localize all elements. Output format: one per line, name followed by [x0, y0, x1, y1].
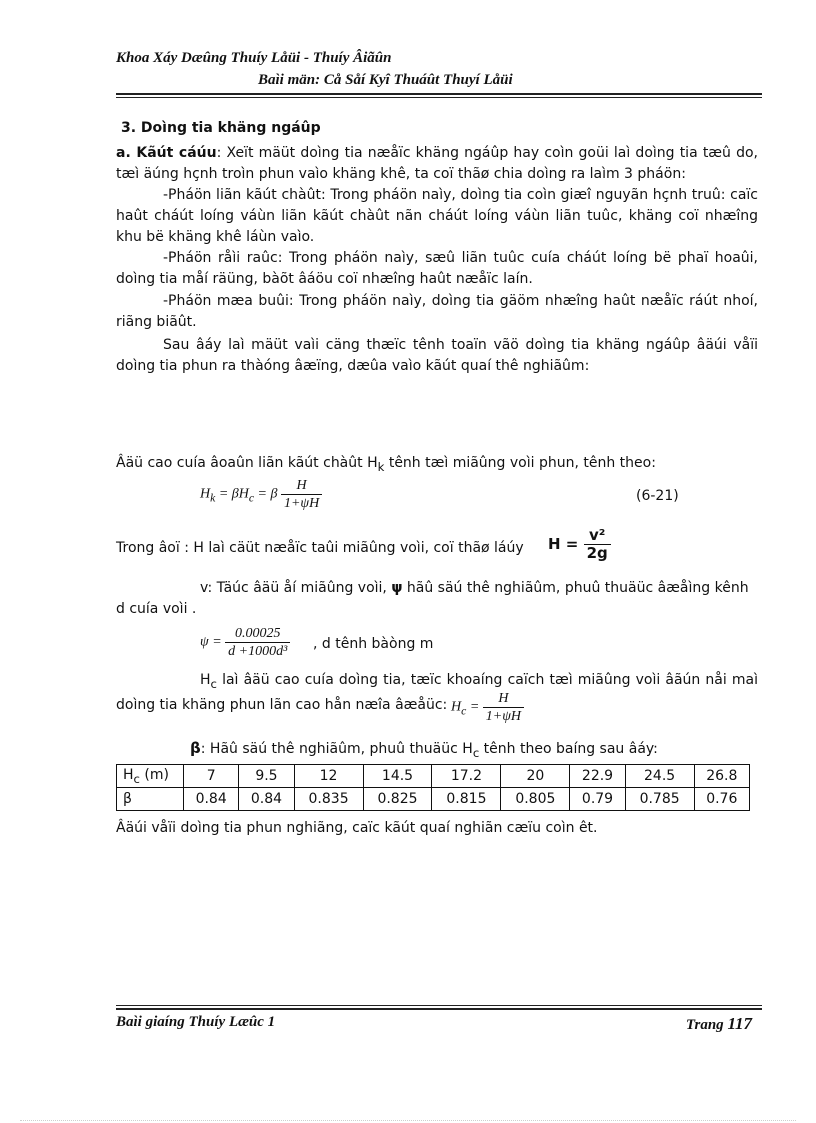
hc-symbol: H	[200, 672, 211, 688]
table-cell: 0.76	[694, 788, 749, 811]
footer-page-number: 117	[727, 1014, 752, 1033]
formula-h-lhs: H =	[548, 535, 579, 553]
table-cell: 0.84	[184, 788, 239, 811]
v-psi-paragraph	[116, 578, 756, 620]
part1-paragraph: -Pháön liãn kãút chàût: Trong pháön naìy, doìng tia coìn giæî nguyãn hçnh truû: caïc haût cháút loíng váùn liãn kãút chàût nãn cháút loíng váùn liãn tuûc, khäng coï nhæîng khu bë khäng khê láùn vaìo.	[116, 187, 758, 245]
footer-rule-thick	[116, 1008, 762, 1010]
table-hc-sub: c	[133, 771, 140, 786]
intro-label: a. Kãút cáúu	[116, 145, 217, 161]
formula-hk-numerator: H	[281, 477, 322, 495]
height-intro-post: tênh tæì miãûng voìi phun, tênh theo:	[384, 455, 656, 471]
table-cell: 14.5	[363, 765, 432, 788]
intro-text: : Xeït mäüt doìng tia næåïc khäng ngáûp hay coìn goüi laì doìng tia tæû do, tæì äúng hçnh troìn phun vaìo khäng khê, ta coï thãø chia doìng ra laìm 3 pháön:	[116, 145, 758, 182]
table-cell: 22.9	[570, 765, 625, 788]
height-intro-pre: Âäü cao cuía âoaûn liãn kãút chàût H	[116, 455, 378, 471]
table-cell: 26.8	[694, 765, 749, 788]
part3-paragraph: -Pháön mæa buûi: Trong pháön naìy, doìng tia gäöm nhæîng haût næåïc ráút nhoí, riãng biãût.	[116, 293, 758, 330]
equation-number: (6-21)	[636, 488, 679, 504]
formula-hk-mid: = βH	[215, 486, 249, 502]
formula-psi-fraction	[225, 625, 290, 660]
table-cell: 0.84	[239, 788, 294, 811]
table-cell: 17.2	[432, 765, 501, 788]
formula-hk-lhs-sub: k	[210, 491, 216, 505]
part2-paragraph: -Pháön råìi raûc: Trong pháön naìy, sæû liãn tuûc cuía cháút loíng bë phaï hoaûi, doìng tia måí räüng, bàõt âáöu coï nhæîng haût næåïc laín.	[116, 250, 758, 287]
formula-hc-numerator: H	[483, 690, 524, 708]
footer-page-label: Trang	[685, 1017, 728, 1033]
formula-hk-mid-sub: c	[248, 491, 255, 505]
formula-hc-fraction	[483, 690, 524, 725]
header-course: Baìi män: Cå Såí Kyî Thuáût Thuyí Låüi	[258, 72, 513, 88]
page-bottom-dotted-line	[20, 1120, 796, 1121]
footer-rule-thin	[116, 1005, 762, 1006]
table-cell: 0.835	[294, 788, 363, 811]
table-cell: 0.785	[625, 788, 694, 811]
beta-line	[190, 738, 658, 764]
table-cell: 24.5	[625, 765, 694, 788]
conclusion-paragraph: Sau âáy laì mäüt vaìi cäng thæïc tênh toaïn vãö doìng tia khäng ngáûp âäúi våïi doìng tia phun ra thàóng âæïng, dæûa vaìo kãút quaí thê nghiãûm:	[116, 337, 758, 374]
psi-text: hãû säú thê nghiãûm, phuû thuäüc âæåìng kênh d cuía voìi .	[116, 580, 749, 617]
hc-sub: c	[210, 676, 217, 691]
footer-lecture-title: Baìi giaíng Thuíy Læûc 1	[116, 1014, 276, 1030]
height-intro-sub: k	[377, 459, 385, 474]
formula-psi	[200, 625, 290, 660]
after-table-text: Âäúi våïi doìng tia phun nghiãng, caïc kãút quaí nghiãn cæïu coìn êt.	[116, 820, 598, 836]
table-cell: 0.825	[363, 788, 432, 811]
table-row-hc	[117, 765, 750, 788]
formula-hc-eq: =	[466, 699, 480, 715]
hc-paragraph	[116, 670, 758, 716]
header-rule-thick	[116, 93, 762, 95]
table-hc-unit: (m)	[139, 766, 169, 783]
v-text: v: Täúc âäü åí miãûng voìi,	[200, 580, 387, 596]
formula-hc-lhs-sub: c	[461, 704, 467, 718]
where-text: Trong âoï : H laì cäüt næåïc taûi miãûng voìi, coï thãø láúy	[116, 540, 524, 556]
formula-h-denominator: 2g	[586, 544, 608, 562]
table-row-hc-label	[117, 765, 184, 788]
intro-paragraph	[116, 143, 758, 185]
formula-psi-numerator: 0.00025	[225, 625, 290, 643]
section-title: 3. Doìng tia khäng ngáûp	[121, 120, 321, 136]
psi-symbol: ψ	[391, 580, 403, 596]
beta-text-pre: : Hãû säú thê nghiãûm, phuû thuäüc H	[200, 741, 473, 757]
table-cell: 0.79	[570, 788, 625, 811]
table-cell: 0.805	[501, 788, 570, 811]
formula-hk	[200, 477, 322, 512]
beta-text-sub: c	[472, 745, 480, 760]
formula-psi-denominator: d +1000d³	[228, 644, 288, 659]
table-cell: 0.815	[432, 788, 501, 811]
header-rule-thin	[116, 97, 762, 98]
formula-h-fraction	[584, 527, 611, 562]
footer-page	[686, 1014, 752, 1034]
formula-hc-lhs: H	[451, 699, 462, 715]
formula-hc	[451, 690, 524, 725]
table-cell: 9.5	[239, 765, 294, 788]
height-intro	[116, 453, 656, 478]
beta-table	[116, 764, 750, 811]
formula-h-numerator: v²	[584, 527, 611, 545]
beta-symbol: β	[190, 739, 201, 757]
hc-text: laì âäü cao cuía doìng tia, tæïc khoaíng caïch tæì miãûng voìi âãún nåi maì doìng tia khäng phun lãn cao hån næîa âæåüc:	[116, 672, 758, 713]
formula-psi-lhs: ψ =	[200, 634, 222, 650]
table-cell: 7	[184, 765, 239, 788]
table-row-beta	[117, 788, 750, 811]
formula-hk-fraction	[281, 477, 322, 512]
table-cell: 12	[294, 765, 363, 788]
formula-hk-denominator: 1+ψH	[283, 496, 320, 511]
formula-h-v2-2g	[548, 527, 611, 562]
psi-unit: , d tênh bàòng m	[313, 636, 434, 652]
formula-hk-lhs: H	[200, 486, 211, 502]
table-hc-label: H	[123, 766, 134, 783]
formula-hk-beta: = β	[254, 486, 278, 502]
formula-hc-denominator: 1+ψH	[485, 709, 522, 724]
table-beta-label: β	[117, 788, 184, 811]
table-cell: 20	[501, 765, 570, 788]
header-faculty: Khoa Xáy Dæûng Thuíy Låüi - Thuíy Âiãûn	[116, 50, 392, 66]
beta-text-post: tênh theo baíng sau âáy:	[479, 741, 658, 757]
